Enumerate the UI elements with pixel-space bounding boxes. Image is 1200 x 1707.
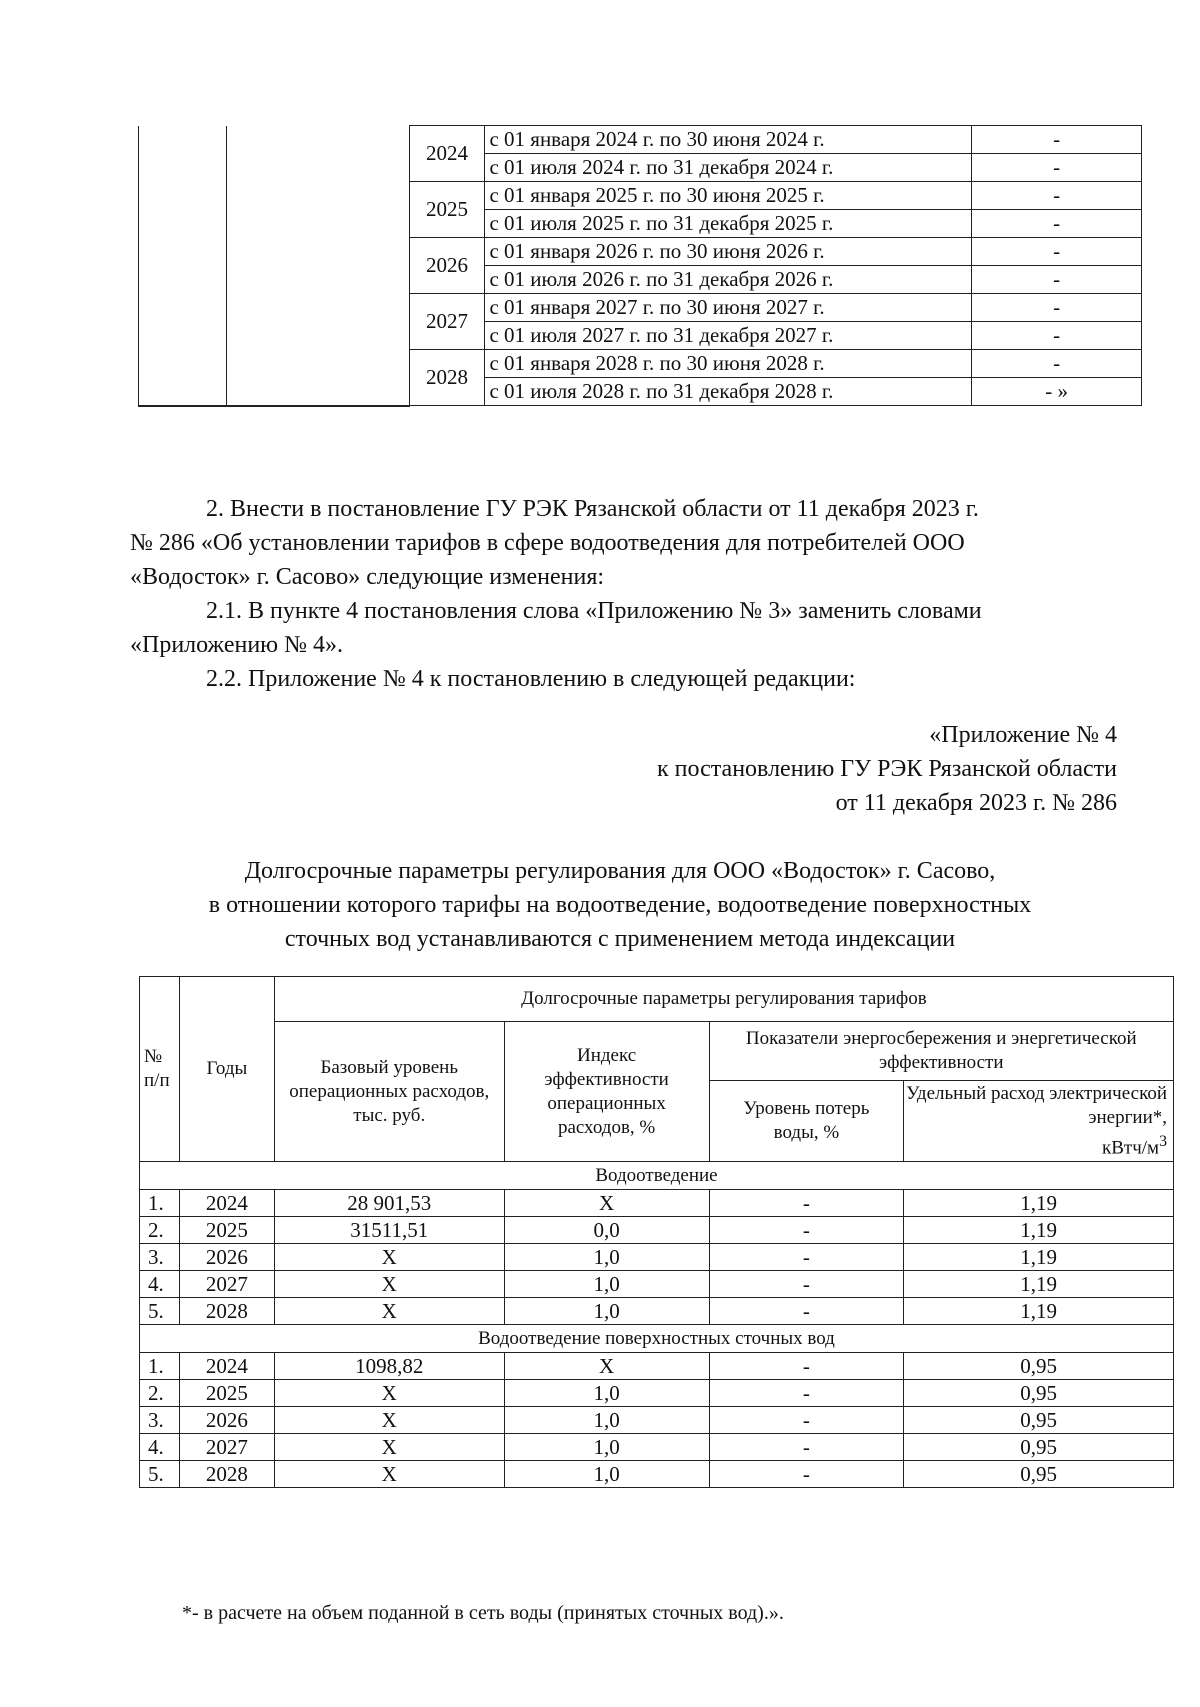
- header-years-label: Годы: [206, 1058, 248, 1079]
- header-group-label: Долгосрочные параметры регулирования тарифов: [521, 988, 927, 1009]
- cell-energy: 0,95: [904, 1461, 1174, 1488]
- regulation-parameters-table: [139, 976, 1174, 1488]
- cell-loss: -: [709, 1271, 904, 1298]
- cell-year: 2027: [179, 1434, 274, 1461]
- period-cell: с 01 января 2027 г. по 30 июня 2027 г.: [485, 294, 972, 322]
- cell-n: 5.: [140, 1461, 180, 1488]
- table-title-line-3: сточных вод устанавливаются с применением метода индексации: [284, 926, 956, 952]
- cell-base: 31511,51: [274, 1217, 504, 1244]
- cell-energy: 1,19: [904, 1298, 1174, 1325]
- cell-year: 2025: [179, 1217, 274, 1244]
- cell-base: Х: [274, 1271, 504, 1298]
- cell-n: 2.: [140, 1380, 180, 1407]
- table-row: [140, 1407, 1174, 1434]
- cell-n: 4.: [140, 1271, 180, 1298]
- cell-n: 2.: [140, 1217, 180, 1244]
- table-title-line-1: Долгосрочные параметры регулирования для ООО «Водосток» г. Сасово,: [244, 858, 996, 884]
- value-cell: -: [972, 182, 1142, 210]
- period-cell: с 01 июля 2026 г. по 31 декабря 2026 г.: [485, 266, 972, 294]
- header-loss-label: Уровень потерь воды, %: [743, 1098, 870, 1143]
- cell-n: 5.: [140, 1298, 180, 1325]
- cell-loss: -: [709, 1407, 904, 1434]
- section-row: [140, 1325, 1174, 1353]
- section-row: [140, 1162, 1174, 1190]
- cell-energy: 1,19: [904, 1217, 1174, 1244]
- table-row: [140, 1353, 1174, 1380]
- cell-loss: -: [709, 1190, 904, 1217]
- value-cell: -: [972, 126, 1142, 154]
- year-cell: 2026: [409, 238, 485, 294]
- cell-index: 1,0: [504, 1434, 709, 1461]
- header-energy-group-label: Показатели энергосбережения и энергетической эффективности: [745, 1028, 1137, 1073]
- empty-cell: [139, 126, 227, 406]
- cell-n: 1.: [140, 1190, 180, 1217]
- cell-base: Х: [274, 1434, 504, 1461]
- paragraph-2-1-line-1: 2.1. В пункте 4 постановления слова «Приложению № 3» заменить словами: [206, 598, 982, 624]
- cell-base: Х: [274, 1461, 504, 1488]
- header-loss: [709, 1081, 904, 1162]
- cell-loss: -: [709, 1380, 904, 1407]
- value-cell: -: [972, 266, 1142, 294]
- header-specific-unit-sup: 3: [1159, 1132, 1167, 1150]
- cell-energy: 1,19: [904, 1271, 1174, 1298]
- value-cell: - »: [972, 378, 1142, 406]
- section-title: Водоотведение поверхностных сточных вод: [140, 1325, 1174, 1353]
- header-index-label: Индекс эффективности операционных расходов, %: [544, 1044, 669, 1138]
- cell-base: 1098,82: [274, 1353, 504, 1380]
- cell-year: 2024: [179, 1190, 274, 1217]
- cell-base: 28 901,53: [274, 1190, 504, 1217]
- cell-n: 1.: [140, 1353, 180, 1380]
- header-years: [179, 977, 274, 1162]
- cell-year: 2024: [179, 1353, 274, 1380]
- cell-year: 2028: [179, 1298, 274, 1325]
- tariff-period-table: [138, 125, 1142, 407]
- footnote: *- в расчете на объем поданной в сеть воды (принятых сточных вод).».: [182, 1602, 784, 1624]
- empty-cell: [226, 126, 409, 406]
- year-cell: 2024: [409, 126, 485, 182]
- cell-loss: -: [709, 1244, 904, 1271]
- section-title: Водоотведение: [140, 1162, 1174, 1190]
- cell-energy: 0,95: [904, 1353, 1174, 1380]
- value-cell: -: [972, 322, 1142, 350]
- cell-index: Х: [504, 1353, 709, 1380]
- cell-index: 1,0: [504, 1244, 709, 1271]
- cell-year: 2027: [179, 1271, 274, 1298]
- paragraph-2-line-3: «Водосток» г. Сасово» следующие изменения:: [130, 564, 605, 590]
- year-cell: 2027: [409, 294, 485, 350]
- year-cell: 2028: [409, 350, 485, 406]
- appendix-line-2: к постановлению ГУ РЭК Рязанской области: [657, 756, 1117, 782]
- cell-index: 1,0: [504, 1380, 709, 1407]
- paragraph-2-2-line-1: 2.2. Приложение № 4 к постановлению в следующей редакции:: [206, 666, 856, 692]
- paragraph-2-line-2: № 286 «Об установлении тарифов в сфере водоотведения для потребителей ООО: [130, 530, 965, 556]
- period-cell: с 01 января 2024 г. по 30 июня 2024 г.: [485, 126, 972, 154]
- header-base-label: Базовый уровень операционных расходов, тыс. руб.: [289, 1056, 490, 1126]
- period-cell: с 01 января 2026 г. по 30 июня 2026 г.: [485, 238, 972, 266]
- cell-loss: -: [709, 1353, 904, 1380]
- value-cell: -: [972, 154, 1142, 182]
- paragraph-2-1-line-2: «Приложению № 4».: [130, 632, 343, 658]
- cell-index: 1,0: [504, 1271, 709, 1298]
- period-cell: с 01 июля 2028 г. по 31 декабря 2028 г.: [485, 378, 972, 406]
- cell-base: Х: [274, 1380, 504, 1407]
- cell-energy: 0,95: [904, 1434, 1174, 1461]
- value-cell: -: [972, 210, 1142, 238]
- table-title-line-2: в отношении которого тарифы на водоотведение, водоотведение поверхностных: [208, 892, 1032, 918]
- cell-year: 2026: [179, 1407, 274, 1434]
- cell-year: 2025: [179, 1380, 274, 1407]
- cell-year: 2028: [179, 1461, 274, 1488]
- cell-n: 3.: [140, 1407, 180, 1434]
- table-row: [140, 1190, 1174, 1217]
- cell-year: 2026: [179, 1244, 274, 1271]
- cell-index: 1,0: [504, 1298, 709, 1325]
- cell-index: Х: [504, 1190, 709, 1217]
- header-energy-group: [709, 1022, 1173, 1081]
- header-group: [274, 977, 1173, 1022]
- cell-index: 0,0: [504, 1217, 709, 1244]
- cell-loss: -: [709, 1217, 904, 1244]
- period-cell: с 01 июля 2025 г. по 31 декабря 2025 г.: [485, 210, 972, 238]
- table-row: [140, 1298, 1174, 1325]
- period-cell: с 01 января 2025 г. по 30 июня 2025 г.: [485, 182, 972, 210]
- table-row: [140, 1244, 1174, 1271]
- cell-energy: 1,19: [904, 1244, 1174, 1271]
- header-specific: [904, 1081, 1174, 1162]
- table-row: [140, 1271, 1174, 1298]
- year-cell: 2025: [409, 182, 485, 238]
- period-row: [139, 126, 1142, 154]
- period-cell: с 01 июля 2027 г. по 31 декабря 2027 г.: [485, 322, 972, 350]
- table-row: [140, 1217, 1174, 1244]
- header-index: [504, 1022, 709, 1162]
- cell-loss: -: [709, 1434, 904, 1461]
- paragraph-2-line-1: 2. Внести в постановление ГУ РЭК Рязанской области от 11 декабря 2023 г.: [206, 496, 979, 522]
- appendix-line-3: от 11 декабря 2023 г. № 286: [835, 790, 1117, 816]
- header-specific-unit: кВтч/м: [1102, 1137, 1160, 1159]
- cell-n: 4.: [140, 1434, 180, 1461]
- table-row: [140, 1434, 1174, 1461]
- cell-index: 1,0: [504, 1461, 709, 1488]
- cell-energy: 0,95: [904, 1407, 1174, 1434]
- table-row: [140, 1461, 1174, 1488]
- value-cell: -: [972, 350, 1142, 378]
- cell-index: 1,0: [504, 1407, 709, 1434]
- cell-base: Х: [274, 1407, 504, 1434]
- cell-base: Х: [274, 1244, 504, 1271]
- cell-loss: -: [709, 1298, 904, 1325]
- value-cell: -: [972, 238, 1142, 266]
- appendix-line-1: «Приложение № 4: [929, 722, 1117, 748]
- header-specific-label: Удельный расход электрической энергии*,: [906, 1082, 1167, 1128]
- header-num: [140, 977, 180, 1162]
- cell-loss: -: [709, 1461, 904, 1488]
- header-num-label: № п/п: [144, 1046, 170, 1091]
- period-cell: с 01 июля 2024 г. по 31 декабря 2024 г.: [485, 154, 972, 182]
- period-cell: с 01 января 2028 г. по 30 июня 2028 г.: [485, 350, 972, 378]
- cell-energy: 1,19: [904, 1190, 1174, 1217]
- cell-base: Х: [274, 1298, 504, 1325]
- table-row: [140, 1380, 1174, 1407]
- cell-n: 3.: [140, 1244, 180, 1271]
- value-cell: -: [972, 294, 1142, 322]
- cell-energy: 0,95: [904, 1380, 1174, 1407]
- header-base: [274, 1022, 504, 1162]
